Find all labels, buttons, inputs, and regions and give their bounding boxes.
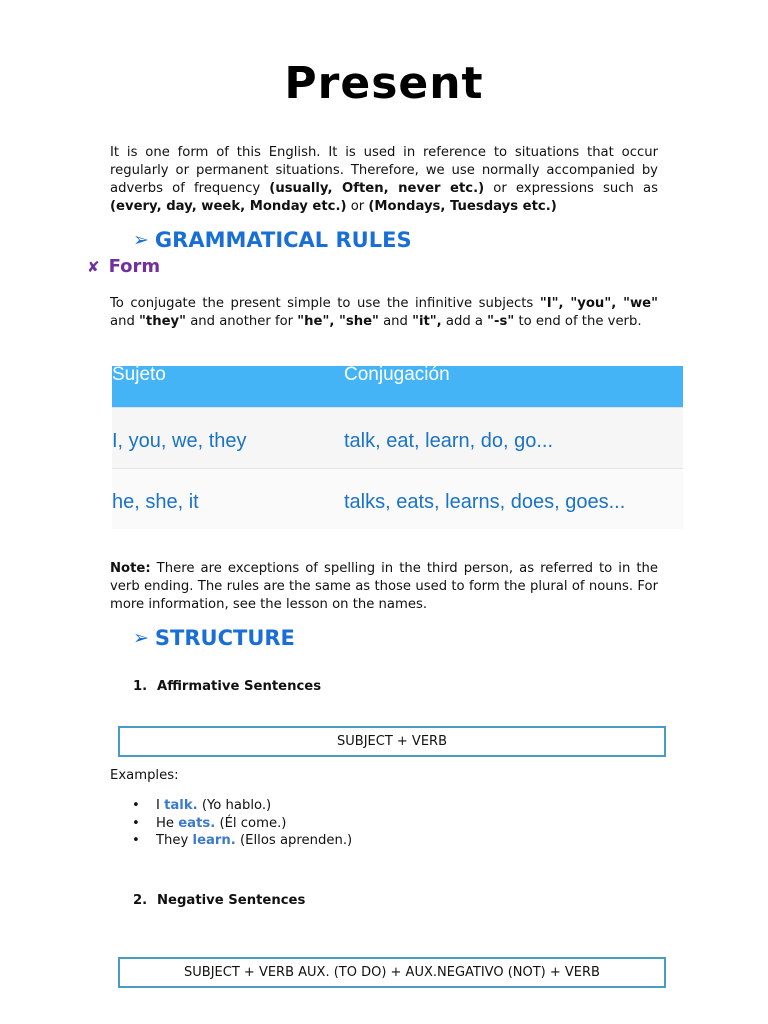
- table-cell: he, she, it: [112, 491, 199, 513]
- section-heading-grammatical-rules: [133, 228, 412, 252]
- table-header-cell: Conjugación: [344, 366, 450, 385]
- arrow-right-icon: ➢: [133, 229, 149, 251]
- affirmative-formula-box: SUBJECT + VERB: [118, 726, 666, 757]
- table-row: [112, 469, 683, 529]
- section-heading-structure: [133, 626, 295, 650]
- affirmative-heading: 1. Affirmative Sentences: [133, 679, 322, 694]
- examples-list: [132, 797, 352, 850]
- section-title: GRAMMATICAL RULES: [154, 228, 412, 252]
- table-header-cell: Sujeto: [112, 366, 166, 385]
- x-mark-icon: ✘: [87, 257, 100, 276]
- table-cell: talks, eats, learns, does, goes...: [344, 491, 626, 513]
- bullet-icon: •: [132, 798, 140, 813]
- list-item: • They learn. (Ellos aprenden.): [132, 833, 353, 848]
- negative-formula-box: SUBJECT + VERB AUX. (TO DO) + AUX.NEGATIVO (NOT) + VERB: [118, 957, 666, 988]
- list-item: • He eats. (Él come.): [132, 815, 287, 831]
- page-title: Present: [284, 58, 484, 109]
- examples-label: Examples:: [110, 768, 179, 783]
- arrow-right-icon: ➢: [133, 627, 149, 649]
- table-header-row: [112, 366, 683, 408]
- bullet-icon: •: [132, 815, 140, 831]
- note-paragraph: Note: There are exceptions of spelling in the third person, as referred to in the verb ending. The rules are the same as those used to form the plural of nouns. For more information, see the lesson on the names.: [110, 561, 658, 612]
- subheading-title: Form: [108, 256, 161, 277]
- intro-paragraph: It is one form of this English. It is used in reference to situations that occur regularly or permanent situations. Therefore, we use normally accompanied by adverbs of frequency (usually, Often, never etc.) or expressions such as (every, day, week, Monday etc.) or (Mondays, Tuesdays etc.): [110, 145, 658, 214]
- conjugation-paragraph: To conjugate the present simple to use the infinitive subjects "I", "you", "we" and "they" and another for "he", "she" and "it", add a "-s" to end of the verb.: [110, 296, 658, 329]
- section-title: STRUCTURE: [154, 626, 295, 650]
- bullet-icon: •: [132, 833, 140, 848]
- table-cell: talk, eat, learn, do, go...: [344, 430, 554, 452]
- table-cell: I, you, we, they: [112, 430, 247, 452]
- table-row: [112, 408, 683, 469]
- list-item: • I talk. (Yo hablo.): [132, 798, 272, 813]
- negative-heading: 2. Negative Sentences: [133, 893, 306, 908]
- conjugation-table: [112, 366, 683, 529]
- subheading-form: [87, 256, 160, 277]
